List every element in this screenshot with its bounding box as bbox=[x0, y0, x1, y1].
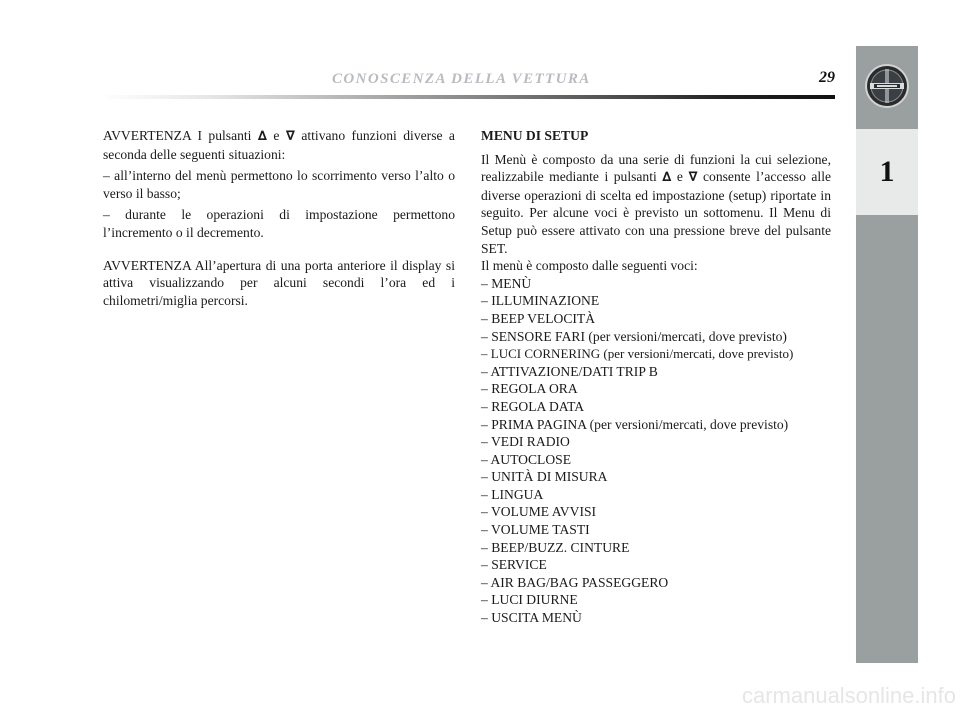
section-title: CONOSCENZA DELLA VETTURA bbox=[332, 71, 591, 87]
conjunction: e bbox=[273, 128, 280, 143]
chapter-side-tab bbox=[856, 46, 918, 663]
list-item: – SERVICE bbox=[481, 557, 547, 573]
list-item: – VOLUME AVVISI bbox=[481, 504, 597, 520]
down-arrow-icon: ∇ bbox=[285, 129, 295, 144]
list-item: – LUCI DIURNE bbox=[481, 592, 578, 608]
list-item: – ILLUMINAZIONE bbox=[481, 293, 600, 309]
warning-door: AVVERTENZA All’apertura di una porta anteriore il display si attiva visualizzando per alcuni secondi l’ora ed i chilometri/miglia percorsi. bbox=[103, 257, 455, 308]
left-column bbox=[103, 127, 455, 309]
list-item: – REGOLA ORA bbox=[481, 381, 578, 397]
intro-text: Il Menù è composto da una serie di funzioni la cui selezione, realizzabile mediante i pulsanti bbox=[481, 151, 831, 185]
list-item: – USCITA MENÙ bbox=[481, 610, 582, 626]
setup-menu-list bbox=[481, 275, 831, 627]
warning-buttons bbox=[103, 127, 455, 163]
conjunction: e bbox=[676, 169, 683, 185]
list-intro: Il menù è composto dalle seguenti voci: bbox=[481, 258, 698, 274]
watermark: carmanualsonline.info bbox=[741, 683, 956, 708]
up-arrow-icon: ∆ bbox=[257, 129, 267, 144]
list-item: – PRIMA PAGINA (per versioni/mercati, dove previsto) bbox=[481, 416, 789, 432]
list-item: – LUCI CORNERING (per versioni/mercati, dove previsto) bbox=[481, 346, 794, 362]
warning-text: AVVERTENZA I pulsanti bbox=[103, 128, 252, 143]
list-item: – REGOLA DATA bbox=[481, 398, 585, 414]
list-item: – BEEP/BUZZ. CINTURE bbox=[481, 539, 630, 555]
list-item: – AIR BAG/BAG PASSEGGERO bbox=[481, 574, 669, 590]
setup-menu-heading: MENU DI SETUP bbox=[481, 128, 589, 143]
chapter-number: 1 bbox=[879, 155, 895, 188]
list-item: – BEEP VELOCITÀ bbox=[481, 310, 596, 326]
list-item: – UNITÀ DI MISURA bbox=[481, 469, 608, 485]
up-arrow-icon: ∆ bbox=[662, 170, 672, 186]
bullet-scroll: – all’interno del menù permettono lo scorrimento verso l’alto o verso il basso; bbox=[103, 168, 455, 201]
list-item: – ATTIVAZIONE/DATI TRIP B bbox=[481, 363, 658, 379]
intro-text-end: consente l’accesso alle diverse operazioni di scelta ed impostazione (setup) riportate in seguito. Per alcune voci è previsto un sottomenu. Il Menu di Setup può essere attivato con una pressione breve del pulsante SET. bbox=[481, 169, 832, 256]
warning-text-end: attivano funzioni diverse a seconda delle seguenti situazioni: bbox=[103, 128, 455, 162]
list-item: – VEDI RADIO bbox=[481, 434, 570, 450]
list-item: – AUTOCLOSE bbox=[481, 451, 572, 467]
setup-intro bbox=[481, 151, 831, 258]
logo-container bbox=[856, 46, 918, 126]
page-header bbox=[100, 60, 835, 100]
lancia-logo-icon bbox=[864, 63, 910, 109]
list-item: – VOLUME TASTI bbox=[481, 522, 590, 538]
list-item: – LINGUA bbox=[481, 486, 544, 502]
page-number: 29 bbox=[819, 69, 835, 86]
chapter-indicator bbox=[856, 129, 918, 215]
header-rule bbox=[100, 95, 835, 99]
down-arrow-icon: ∇ bbox=[688, 170, 698, 186]
right-column bbox=[481, 127, 831, 627]
list-item: – SENSORE FARI (per versioni/mercati, dove previsto) bbox=[481, 328, 787, 344]
bullet-setting: – durante le operazioni di impostazione permettono l’incremento o il decremento. bbox=[103, 207, 455, 240]
list-item: – MENÙ bbox=[481, 275, 532, 291]
